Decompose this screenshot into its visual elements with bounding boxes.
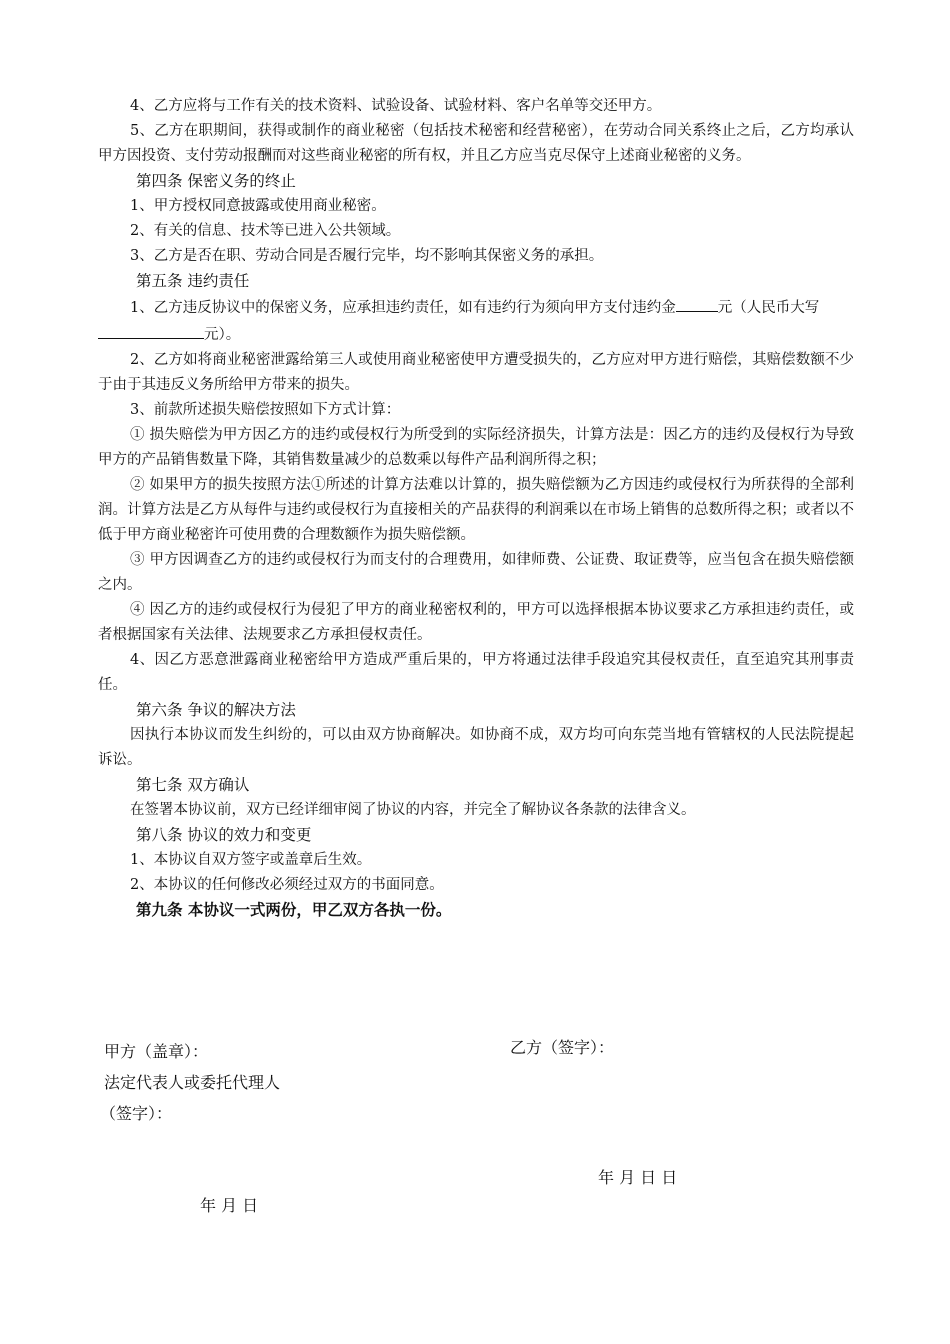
article-6-title: 第六条 争议的解决方法: [136, 701, 296, 719]
article-5-item-1-text: 1、乙方违反协议中的保密义务，应承担违约责任，如有违约行为须向甲方支付违约金: [130, 300, 676, 316]
article-6-text: 因执行本协议而发生纠纷的，可以由双方协商解决。如协商不成，双方均可向东莞当地有管辖权的人民法院提起诉讼。: [98, 727, 854, 768]
article-9-title: 第九条 本协议一式两份，甲乙双方各执一份。: [136, 901, 452, 919]
article-4-item-3: 3、乙方是否在职、劳动合同是否履行完毕，均不影响其保密义务的承担。: [130, 248, 604, 264]
article-5-item-2: 2、乙方如将商业秘密泄露给第三人或使用商业秘密使甲方遭受损失的，乙方应对甲方进行赔偿，其赔偿数额不少于由于其违反义务所给甲方带来的损失。: [98, 352, 854, 393]
article-5-title: 第五条 违约责任: [136, 272, 250, 290]
document-body: [98, 94, 854, 923]
article-5-sub-1: ① 损失赔偿为甲方因乙方的违约或侵权行为所受到的实际经济损失，计算方法是：因乙方的违约及侵权行为导致甲方的产品销售数量下降，其销售数量减少的总数乘以每件产品利润所得之积；: [98, 427, 854, 468]
article-5-item-1: [98, 294, 854, 348]
representative-label: 法定代表人或委托代理人: [104, 1073, 281, 1092]
article-7-text: 在签署本协议前，双方已经详细审阅了协议的内容，并完全了解协议各条款的法律含义。: [130, 802, 696, 818]
article-4-item-1: 1、甲方授权同意披露或使用商业秘密。: [130, 198, 386, 214]
article-5-sub-3: ③ 甲方因调查乙方的违约或侵权行为而支付的合理费用，如律师费、公证费、取证费等，应当包含在损失赔偿额之内。: [98, 552, 854, 593]
article-4-title: 第四条 保密义务的终止: [136, 172, 296, 190]
article-5-sub-4: ④ 因乙方的违约或侵权行为侵犯了甲方的商业秘密权利的，甲方可以选择根据本协议要求乙方承担违约责任，或者根据国家有关法律、法规要求乙方承担侵权责任。: [98, 602, 854, 643]
article-7-title: 第七条 双方确认: [136, 776, 250, 794]
party-a-sign-label: （签字）：: [100, 1104, 173, 1123]
article-4-item-2: 2、有关的信息、技术等已进入公共领域。: [130, 223, 401, 239]
party-a-date: 年 月 日: [200, 1196, 259, 1215]
article-5-item-1-text-3: 元）。: [204, 327, 241, 343]
article-5-item-4: 4、因乙方恶意泄露商业秘密给甲方造成严重后果的，甲方将通过法律手段追究其侵权责任，直至追究其刑事责任。: [98, 652, 854, 693]
party-a-seal-label: 甲方（盖章）：: [104, 1042, 209, 1061]
paragraph-3-4: 4、乙方应将与工作有关的技术资料、试验设备、试验材料、客户名单等交还甲方。: [130, 98, 662, 114]
party-b-sign-label: 乙方（签字）：: [510, 1038, 615, 1057]
article-8-item-2: 2、本协议的任何修改必须经过双方的书面同意。: [130, 877, 444, 893]
article-5-sub-2: ② 如果甲方的损失按照方法①所述的计算方法难以计算的，损失赔偿额为乙方因违约或侵权行为所获得的全部利润。计算方法是乙方从每件与违约或侵权行为直接相关的产品获得的利润乘以在市场上销售的总数所得之积；或者以不低于甲方商业秘密许可使用费的合理数额作为损失赔偿额。: [98, 477, 854, 543]
article-8-item-1: 1、本协议自双方签字或盖章后生效。: [130, 852, 372, 868]
article-5-item-1-text-2: 元（人民币大写: [717, 300, 820, 316]
penalty-amount-blank: [676, 294, 718, 312]
article-8-title: 第八条 协议的效力和变更: [136, 826, 312, 844]
paragraph-3-5: 5、乙方在职期间，获得或制作的商业秘密（包括技术秘密和经营秘密），在劳动合同关系终止之后，乙方均承认甲方因投资、支付劳动报酬而对这些商业秘密的所有权，并且乙方应当克尽保守上述商业秘密的义务。: [98, 123, 854, 164]
penalty-uppercase-blank: [98, 321, 204, 339]
article-5-item-3: 3、前款所述损失赔偿按照如下方式计算：: [130, 402, 401, 418]
party-b-date: 年 月 日 日: [598, 1168, 678, 1187]
